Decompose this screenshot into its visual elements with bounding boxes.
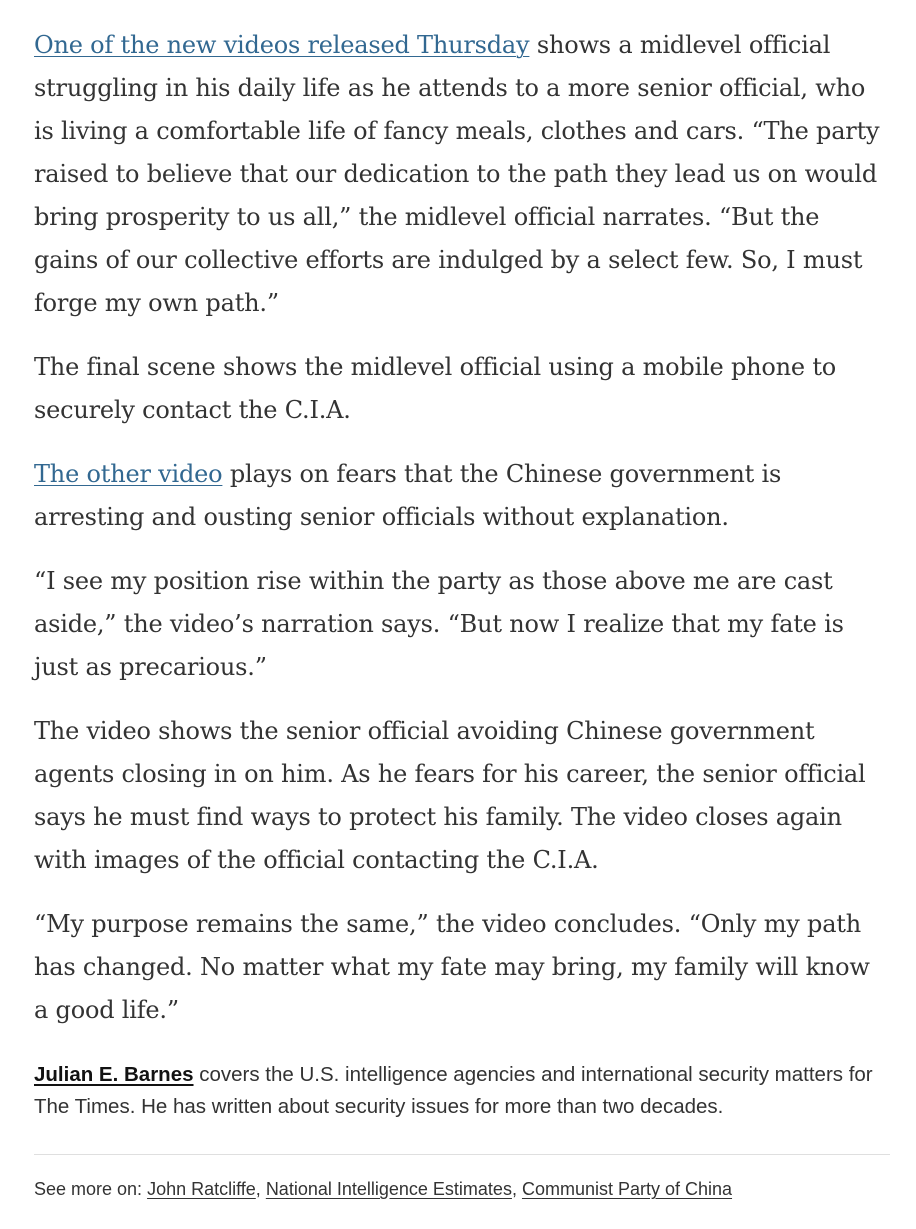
paragraph-1-text: shows a midlevel official struggling in his daily life as he attends to a more senior official, who is living a comfortable life of fancy meals, clothes and cars. “The party raised to believe that our dedication to the path they lead us on would bring prosperity to us all,” the midlevel official narrates. “But the gains of our collective efforts are indulged by a select few. So, I must forge my own path.” (34, 31, 880, 317)
author-link[interactable]: Julian E. Barnes (34, 1063, 194, 1086)
author-bio (34, 1059, 890, 1155)
topic-separator: , (511, 1179, 522, 1199)
paragraph-3-text: plays on fears that the Chinese government is arresting and ousting senior officials without explanation. (34, 460, 782, 531)
article-body (34, 24, 890, 1201)
topic-link-national-intelligence-estimates[interactable]: National Intelligence Estimates (265, 1179, 512, 1199)
paragraph-1 (34, 24, 890, 325)
topic-separator: , (255, 1179, 266, 1199)
see-more-topics (34, 1177, 890, 1201)
see-more-label: See more on: (34, 1179, 148, 1199)
paragraph-3 (34, 453, 890, 539)
topic-link-communist-party-of-china[interactable]: Communist Party of China (521, 1179, 733, 1199)
author-bio-text: covers the U.S. intelligence agencies and international security matters for The Times. He has written about security issues for more than two decades. (34, 1063, 873, 1118)
paragraph-4: “I see my position rise within the party as those above me are cast aside,” the video’s narration says. “But now I realize that my fate is just as precarious.” (34, 567, 844, 681)
first-video-link[interactable]: One of the new videos released Thursday (34, 31, 530, 59)
paragraph-6: “My purpose remains the same,” the video concludes. “Only my path has changed. No matter what my fate may bring, my family will know a good life.” (34, 910, 870, 1024)
topic-link-john-ratcliffe[interactable]: John Ratcliffe (147, 1179, 256, 1199)
paragraph-5: The video shows the senior official avoiding Chinese government agents closing in on him. As he fears for his career, the senior official says he must find ways to protect his family. The video closes again with images of the official contacting the C.I.A. (34, 717, 866, 874)
paragraph-2: The final scene shows the midlevel official using a mobile phone to securely contact the C.I.A. (34, 353, 837, 424)
other-video-link[interactable]: The other video (34, 460, 223, 488)
